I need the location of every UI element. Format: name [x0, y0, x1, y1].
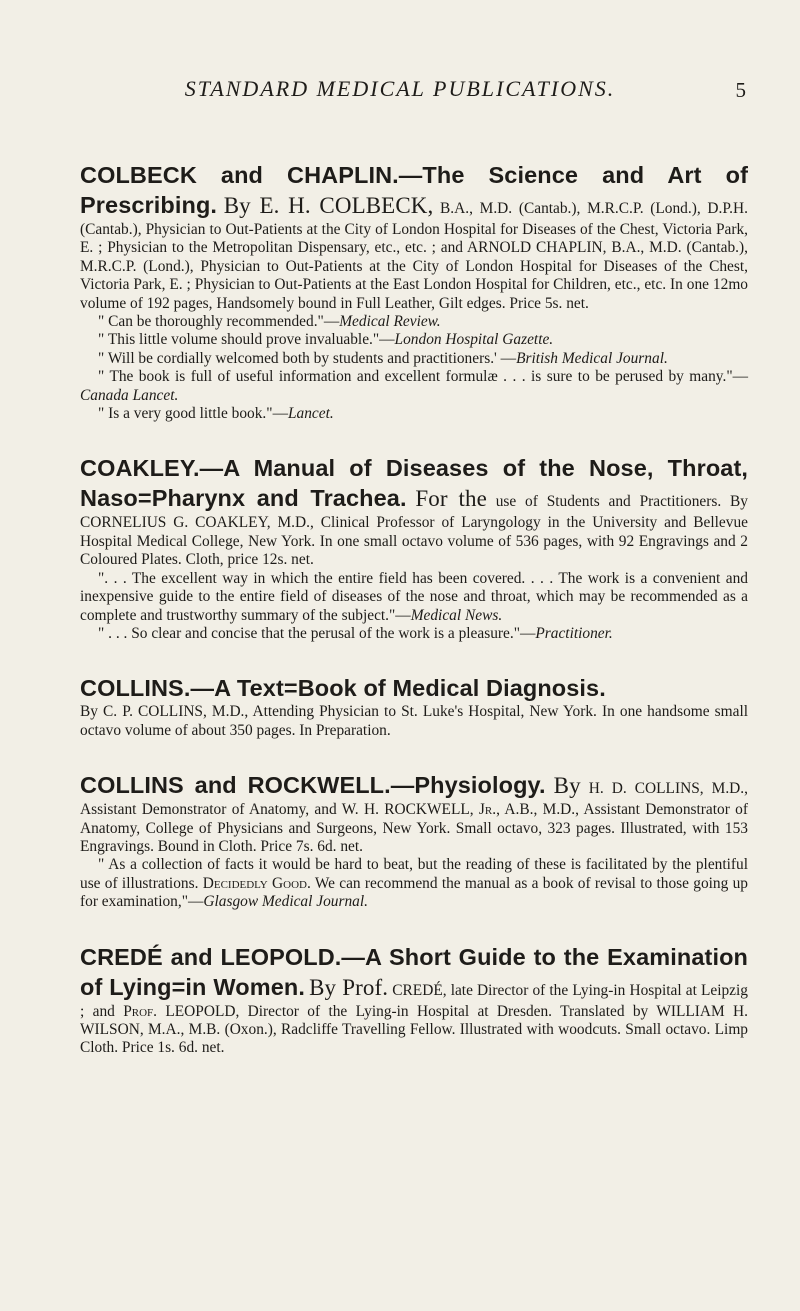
review-quote [80, 368, 748, 405]
entry-body-lead: H. D. COLLINS, M.D., Assistant Demonstrator of Anatomy, and W. H. ROCKWELL, [80, 780, 748, 819]
entry-heading-tail: By [553, 773, 581, 799]
entry-heading: COLLINS.—A Text=Book of Medical Diagnosis. [80, 675, 606, 702]
entry-body: By C. P. COLLINS, M.D., Attending Physician to St. Luke's Hospital, New York. In one handsome small octavo volume of about 350 pages. In Preparation. [80, 703, 748, 739]
entry-colbeck-chaplin [80, 160, 748, 423]
entry-heading: COLBECK and CHAPLIN.—The Science and Art of Prescribing. [80, 162, 748, 218]
quote-source: Medical Review. [339, 313, 441, 331]
entry-collins-rockwell [80, 770, 748, 911]
entry-heading-tail: By Prof. [309, 974, 389, 1000]
entry-body-jr: Jr. [478, 801, 497, 819]
quote-text: We can recommend the manual as a book of revisal to those going up for examination,"— [80, 874, 748, 911]
quote-source: London Hospital Gazette. [394, 331, 554, 349]
quote-text: " Will be cordially welcomed both by students and practitioners.' — [98, 349, 517, 367]
entry-coakley [80, 453, 748, 643]
entry-body: B.A., M.D. (Cantab.), M.R.C.P. (Lond.), D.P.H. (Cantab.), Physician to Out-Patients at the City of London Hospital for Diseases of the Chest, Victoria Park, E. ; Physician to the Metropolitan Dispensary, etc., etc. ; and ARNOLD CHAPLIN, B.A., M.D. (Cantab.), M.R.C.P. (Lond.), Physician to Out-Patients at the City of London Hospital for Diseases of the Chest, Victoria Park, E. ; Physician to Out-Patients at the East London Hospital for Children, etc., etc. In one 12mo volume of 192 pages, Handsomely bound in Full Leather, Gilt edges. Price 5s. net. [80, 200, 748, 312]
quote-emphasis: Decidedly Good. [202, 874, 311, 892]
review-quote [80, 856, 748, 911]
entry-body: use of Students and Practitioners. By CORNELIUS G. COAKLEY, M.D., Clinical Professor of Laryngology in the University and Bellevue Hospital Medical College, New York. In one small octavo volume of 536 pages, with 92 Engravings and 2 Coloured Plates. Cloth, price 12s. net. [80, 493, 748, 569]
page-number: 5 [735, 78, 746, 102]
quote-source: Lancet. [287, 405, 334, 423]
entry-body: , A.B., M.D., Assistant Demonstrator of Anatomy, College of Physicians and Surgeons, New York. Small octavo, 323 pages. Illustrated, with 153 Engravings. Bound in Cloth. Price 7s. 6d. net. [80, 801, 748, 855]
quote-text: " Is a very good little book."— [98, 405, 288, 423]
review-quote [80, 313, 748, 331]
entry-body-lead: CREDÉ, late Director of the Lying-in Hospital at Leipzig ; and [80, 981, 748, 1020]
entry-heading-tail: For the [415, 486, 487, 512]
running-title: STANDARD MEDICAL PUBLICATIONS. [184, 76, 616, 101]
quote-text: " Can be thoroughly recommended."— [98, 313, 340, 331]
quote-source: Canada Lancet. [80, 386, 179, 404]
entry-body-prof: Prof. [123, 1002, 158, 1020]
quote-text: ". . . The excellent way in which the entire field has been covered. . . . The work is a convenient and inexpensive guide to the entire field of diseases of the nose and throat, which may be recommended as a complete and trustworthy summary of the subject."— [80, 569, 748, 624]
quote-text: " The book is full of useful information and excellent formulæ . . . is sure to be perused by many."— [98, 368, 748, 386]
review-quote [80, 331, 748, 349]
quote-source: Practitioner. [535, 624, 613, 642]
quote-text-lead: " As a collection of facts it would be hard to beat, but the reading of these is facilitated by the plentiful use of illustrations. [80, 856, 748, 892]
quote-source: British Medical Journal. [516, 349, 668, 367]
review-quote [80, 625, 748, 643]
quote-source: Glasgow Medical Journal. [203, 893, 368, 911]
entry-heading: COLLINS and ROCKWELL.—Physiology. [80, 772, 546, 799]
review-quote [80, 405, 748, 423]
running-head [0, 76, 800, 100]
entries-list [80, 160, 748, 1088]
quote-text: " This little volume should prove invaluable."— [98, 331, 395, 349]
review-quote [80, 350, 748, 368]
entry-heading: CREDÉ and LEOPOLD.—A Short Guide to the Examination of Lying=in Women. [80, 943, 748, 1000]
review-quote [80, 570, 748, 625]
quote-text: " . . . So clear and concise that the perusal of the work is a pleasure."— [98, 624, 536, 642]
quote-source: Medical News. [410, 606, 503, 624]
entry-heading-tail: By E. H. COLBECK, [223, 193, 434, 218]
entry-collins [80, 673, 748, 740]
entry-body: LEOPOLD, Director of the Lying-in Hospital at Dresden. Translated by WILLIAM H. WILSON, M.A., M.B. (Oxon.), Radcliffe Travelling Fellow. Illustrated with woodcuts. Small octavo. Limp Cloth. Price 1s. 6d. net. [80, 1002, 748, 1057]
entry-heading: COAKLEY.—A Manual of Diseases of the Nose, Throat, Naso=Pharynx and Trachea. [80, 455, 748, 512]
entry-crede-leopold [80, 942, 748, 1058]
